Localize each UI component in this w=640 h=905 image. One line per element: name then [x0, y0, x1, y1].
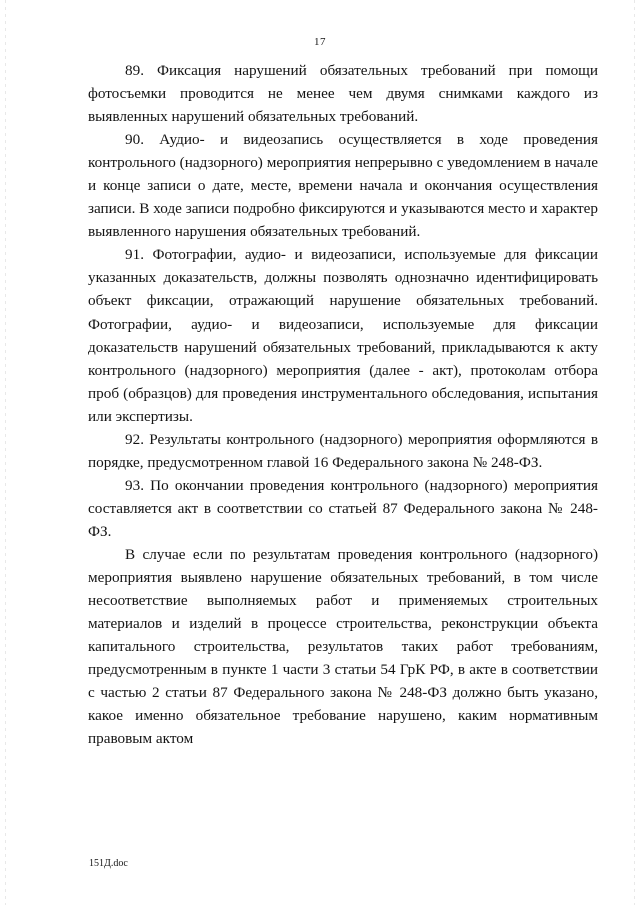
scan-edge-right: [634, 0, 635, 905]
paragraph-93: 93. По окончании проведения контрольного (надзорного) мероприятия составляется акт в соответствии со статьей 87 Федерального закона № 248-ФЗ.: [88, 476, 598, 540]
scan-edge-left: [5, 0, 6, 905]
file-name-footer: 151Д.doc: [89, 858, 128, 869]
page-number: 17: [314, 36, 326, 48]
paragraph-92: 92. Результаты контрольного (надзорного) мероприятия оформляются в порядке, предусмотренном главой 16 Федерального закона № 248-ФЗ.: [88, 430, 598, 471]
body-text: [88, 59, 598, 750]
paragraph-91: 91. Фотографии, аудио- и видеозаписи, используемые для фиксации указанных доказательств, должны позволять однозначно идентифицировать объект фиксации, отражающий нарушение обязательных требований. Фотографии, аудио- и видеозаписи, используемые для фиксации доказательств нарушений обязательных требований, прикладываются к акту контрольного (надзорного) мероприятия (далее - акт), протоколам отбора проб (образцов) для проведения инструментального обследования, испытания или экспертизы.: [88, 246, 598, 425]
paragraph-89: 89. Фиксация нарушений обязательных требований при помощи фотосъемки проводится не менее чем двумя снимками каждого из выявленных нарушений обязательных требований.: [88, 62, 598, 126]
paragraph-violation-act: В случае если по результатам проведения контрольного (надзорного) мероприятия выявлено нарушение обязательных требований, в том числе несоответствие выполняемых работ и применяемых строительных материалов и изделий в процессе строительства, реконструкции объекта капитального строительства, результатов таких работ требованиям, предусмотренным в пункте 1 части 3 статьи 54 ГрК РФ, в акте в соответствии с частью 2 статьи 87 Федерального закона № 248-ФЗ должно быть указано, какое именно обязательное требование нарушено, каким нормативным правовым актом: [88, 545, 598, 748]
paragraph-90: 90. Аудио- и видеозапись осуществляется в ходе проведения контрольного (надзорного) мероприятия непрерывно с уведомлением в начале и конце записи о дате, месте, времени начала и окончания осуществления записи. В ходе записи подробно фиксируются и указываются место и характер выявленного нарушения обязательных требований.: [88, 131, 598, 241]
